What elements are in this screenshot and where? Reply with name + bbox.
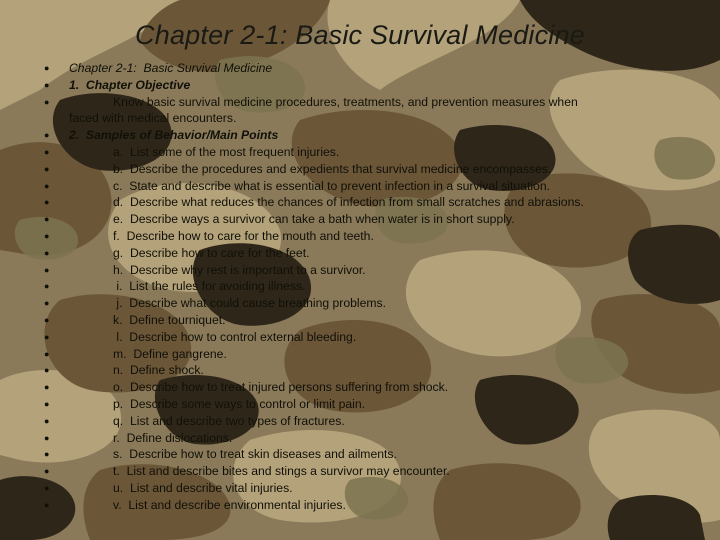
- list-item-text: u. List and describe vital injuries.: [69, 480, 293, 495]
- list-item-text: t. List and describe bites and stings a survivor may encounter.: [69, 464, 450, 479]
- bullet-icon: ●: [44, 247, 50, 258]
- slide-title: Chapter 2-1: Basic Survival Medicine: [135, 20, 585, 50]
- list-item-text: q. List and describe two types of fractures.: [69, 413, 345, 428]
- bullet-icon: ●: [44, 499, 50, 510]
- list-item-text: faced with medical encounters.: [69, 111, 237, 126]
- bullet-icon: ●: [44, 331, 50, 342]
- bullet-icon: ●: [44, 314, 50, 325]
- list-item-text: 2. Samples of Behavior/Main Points: [69, 128, 279, 143]
- list-item: [40, 463, 690, 480]
- list-item-text: f. Describe how to care for the mouth and teeth.: [69, 228, 374, 243]
- list-item: [40, 396, 690, 413]
- bullet-icon: ●: [44, 214, 50, 225]
- bullet-icon: ●: [44, 130, 50, 141]
- list-item: [40, 194, 690, 211]
- list-item: [40, 127, 690, 144]
- list-item-text: e. Describe ways a survivor can take a bath when water is in short supply.: [69, 212, 515, 227]
- list-item: [40, 60, 690, 77]
- list-item: [40, 295, 690, 312]
- list-item-text: p. Describe some ways to control or limit pain.: [69, 396, 365, 411]
- list-item: [40, 329, 690, 346]
- bullet-icon: ●: [44, 348, 50, 359]
- list-item: [40, 446, 690, 463]
- list-item-text: b. Describe the procedures and expedients that survival medicine encompasses.: [69, 161, 552, 176]
- bullet-icon: ●: [44, 365, 50, 376]
- bullet-icon: ●: [44, 449, 50, 460]
- bullet-icon: ●: [44, 230, 50, 241]
- list-item-text: n. Define shock.: [69, 363, 204, 378]
- list-item: [40, 178, 690, 195]
- list-item: [40, 161, 690, 178]
- list-item-text: 1. Chapter Objective: [69, 77, 191, 92]
- list-item: [40, 430, 690, 447]
- list-item-text: g. Describe how to care for the feet.: [69, 245, 310, 260]
- list-item-text: a. List some of the most frequent injuries.: [69, 144, 340, 159]
- list-item: [40, 346, 690, 363]
- bullet-icon: ●: [44, 264, 50, 275]
- bullet-icon: ●: [44, 382, 50, 393]
- bullet-icon: ●: [44, 63, 50, 73]
- list-item-text: d. Describe what reduces the chances of infection from small scratches and abrasions.: [69, 195, 584, 210]
- list-item-text: Know basic survival medicine procedures, treatments, and prevention measures when: [69, 94, 578, 109]
- list-item-text: r. Define dislocations.: [69, 430, 233, 445]
- bullet-icon: ●: [44, 180, 50, 191]
- list-item: [40, 379, 690, 396]
- list-item: [40, 211, 690, 228]
- bullet-icon: ●: [44, 432, 50, 443]
- list-item-text: i. List the rules for avoiding illness.: [69, 279, 306, 294]
- list-item-text: j. Describe what could cause breathing problems.: [69, 296, 387, 311]
- bullet-icon: ●: [44, 298, 50, 309]
- bullet-icon: ●: [44, 197, 50, 208]
- list-item-text: o. Describe how to treat injured persons suffering from shock.: [69, 380, 449, 395]
- list-item: [40, 262, 690, 279]
- list-item-text: k. Define tourniquet.: [69, 312, 226, 327]
- bullet-icon: ●: [44, 146, 50, 157]
- list-item: [40, 362, 690, 379]
- bullet-icon: ●: [44, 466, 50, 477]
- bullet-icon: ●: [44, 281, 50, 292]
- list-item-text: h. Describe why rest is important to a survivor.: [69, 262, 366, 277]
- list-item: [40, 413, 690, 430]
- list-item-text: m. Define gangrene.: [69, 346, 227, 361]
- list-item-text: l. Describe how to control external bleeding.: [69, 329, 357, 344]
- list-item-text: v. List and describe environmental injuries.: [69, 497, 346, 512]
- list-item: [40, 94, 690, 111]
- list-item-text: s. Describe how to treat skin diseases and ailments.: [69, 447, 397, 462]
- list-item-text: Chapter 2-1: Basic Survival Medicine: [69, 61, 273, 75]
- bullet-icon: ●: [44, 398, 50, 409]
- list-item: [40, 77, 690, 94]
- list-item: [40, 245, 690, 262]
- bullet-icon: ●: [44, 415, 50, 426]
- bullet-icon: ●: [44, 79, 50, 90]
- bullet-icon: ●: [44, 482, 50, 493]
- list-item-text: c. State and describe what is essential to prevent infection in a survival situation.: [69, 178, 550, 193]
- list-item: [40, 144, 690, 161]
- list-item: [40, 480, 690, 497]
- list-item: [40, 228, 690, 245]
- bullet-list: [40, 60, 690, 514]
- bullet-icon: ●: [44, 96, 50, 107]
- list-item: [40, 312, 690, 329]
- bullet-icon: ●: [44, 163, 50, 174]
- list-item-continuation: [40, 110, 690, 127]
- list-item: [40, 278, 690, 295]
- list-item: [40, 497, 690, 514]
